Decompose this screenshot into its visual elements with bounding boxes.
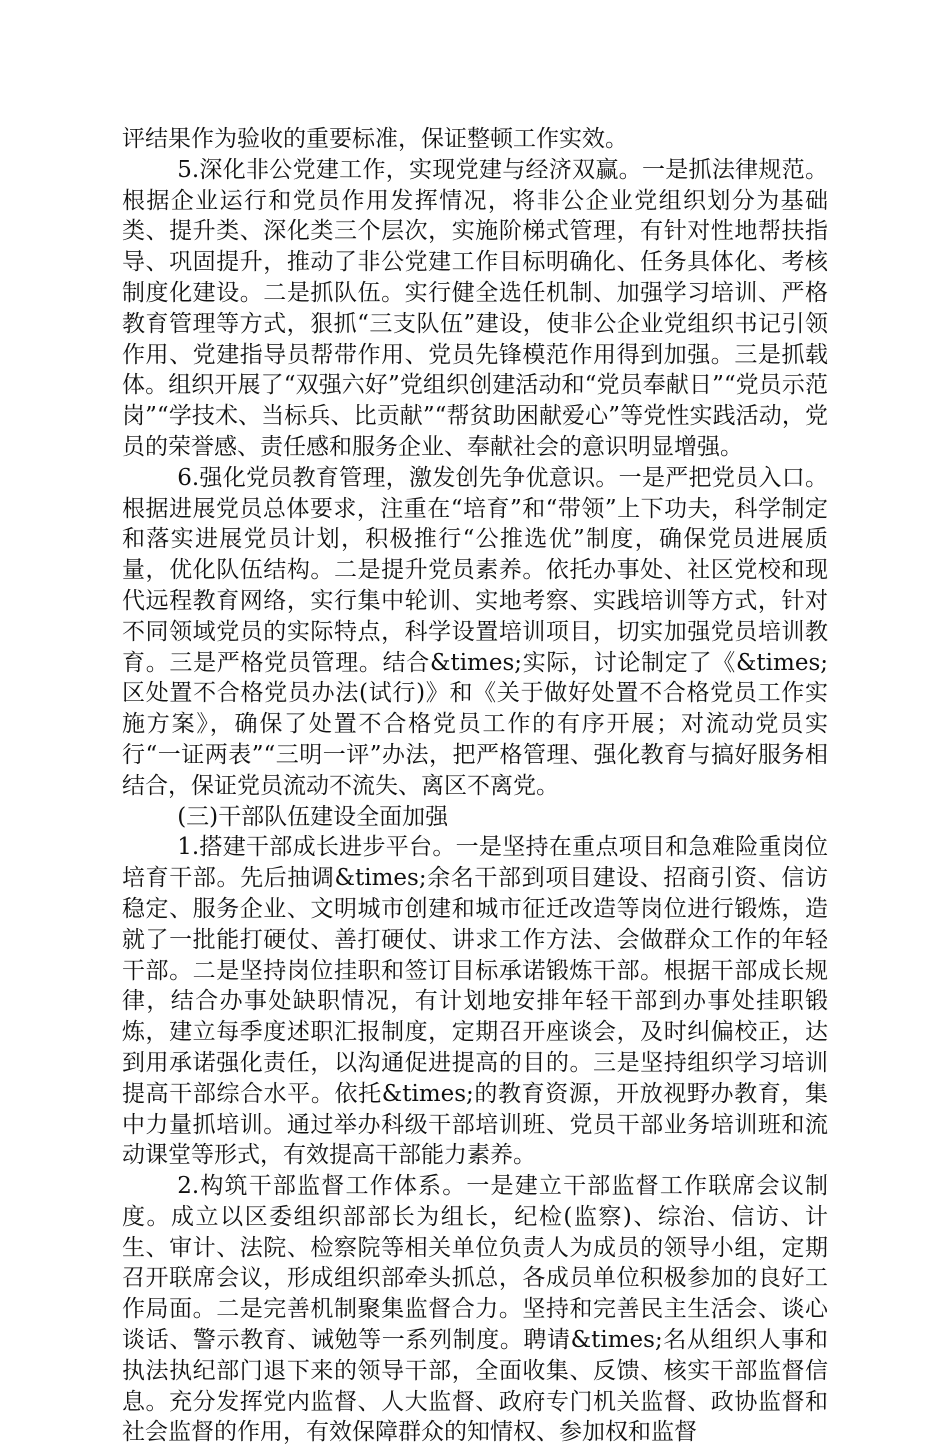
paragraph-nonpublic-party-building: 5.深化非公党建工作，实现党建与经济双赢。一是抓法律规范。根据企业运行和党员作用发挥情况，将非公企业党组织划分为基础类、提升类、深化类三个层次，实施阶梯式管理，有针对性地帮扶指导、巩固提升，推动了非公党建工作目标明确化、任务具体化、考核制度化建设。二是抓队伍。实行健全选任机制、加强学习培训、严格教育管理等方式，狠抓“三支队伍”建设，使非公企业党组织书记引领作用、党建指导员帮带作用、党员先锋模范作用得到加强。三是抓载体。组织开展了“双强六好”党组织创建活动和“党员奉献日”“党员示范岗”“学技术、当标兵、比贡献”“帮贫助困献爱心”等党性实践活动，党员的荣誉感、责任感和服务企业、奉献社会的意识明显增强。	[122, 156, 828, 460]
paragraph-cadre-supervision-system: 2.构筑干部监督工作体系。一是建立干部监督工作联席会议制度。成立以区委组织部部长为组长，纪检(监察)、综治、信访、计生、审计、法院、检察院等相关单位负责人为成员的领导小组，定期召开联席会议，形成组织部牵头抓总，各成员单位积极参加的良好工作局面。二是完善机制聚集监督合力。坚持和完善民主生活会、谈心谈话、警示教育、诫勉等一系列制度。聘请&times;名从组织人事和执法执纪部门退下来的领导干部，全面收集、反馈、核实干部监督信息。充分发挥党内监督、人大监督、政府专门机关监督、政协监督和社会监督的作用，有效保障群众的知情权、参加权和监督	[122, 1173, 828, 1446]
paragraph-continuation: 评结果作为验收的重要标准，保证整顿工作实效。	[122, 126, 628, 152]
paragraph-cadre-growth-platform: 1.搭建干部成长进步平台。一是坚持在重点项目和急难险重岗位培育干部。先后抽调&times;余名干部到项目建设、招商引资、信访稳定、服务企业、文明城市创建和城市征迁改造等岗位进行锻炼，造就了一批能打硬仗、善打硬仗、讲求工作方法、会做群众工作的年轻干部。二是坚持岗位挂职和签订目标承诺锻炼干部。根据干部成长规律，结合办事处缺职情况，有计划地安排年轻干部到办事处挂职锻炼，建立每季度述职汇报制度，定期召开座谈会，及时纠偏校正，达到用承诺强化责任，以沟通促进提高的目的。三是坚持组织学习培训提高干部综合水平。依托&times;的教育资源，开放视野办教育，集中力量抓培训。通过举办科级干部培训班、党员干部业务培训班和流动课堂等形式，有效提高干部能力素养。	[122, 834, 828, 1169]
section-heading-cadre-team: (三)干部队伍建设全面加强	[177, 803, 449, 830]
document-body	[122, 124, 828, 1448]
paragraph-party-member-management: 6.强化党员教育管理，激发创先争优意识。一是严把党员入口。根据进展党员总体要求，注重在“培育”和“带领”上下功夫，科学制定和落实进展党员计划，积极推行“公推选优”制度，确保党员进展质量，优化队伍结构。二是提升党员素养。依托办事处、社区党校和现代远程教育网络，实行集中轮训、实地考察、实践培训等方式，针对不同领域党员的实际特点，科学设置培训项目，切实加强党员培训教育。三是严格党员管理。结合&times;实际，讨论制定了《&times;区处置不合格党员办法(试行)》和《关于做好处置不合格党员工作实施方案》，确保了处置不合格党员工作的有序开展；对流动党员实行“一证两表”“三明一评”办法，把严格管理、强化教育与搞好服务相结合，保证党员流动不流失、离区不离党。	[122, 464, 828, 799]
